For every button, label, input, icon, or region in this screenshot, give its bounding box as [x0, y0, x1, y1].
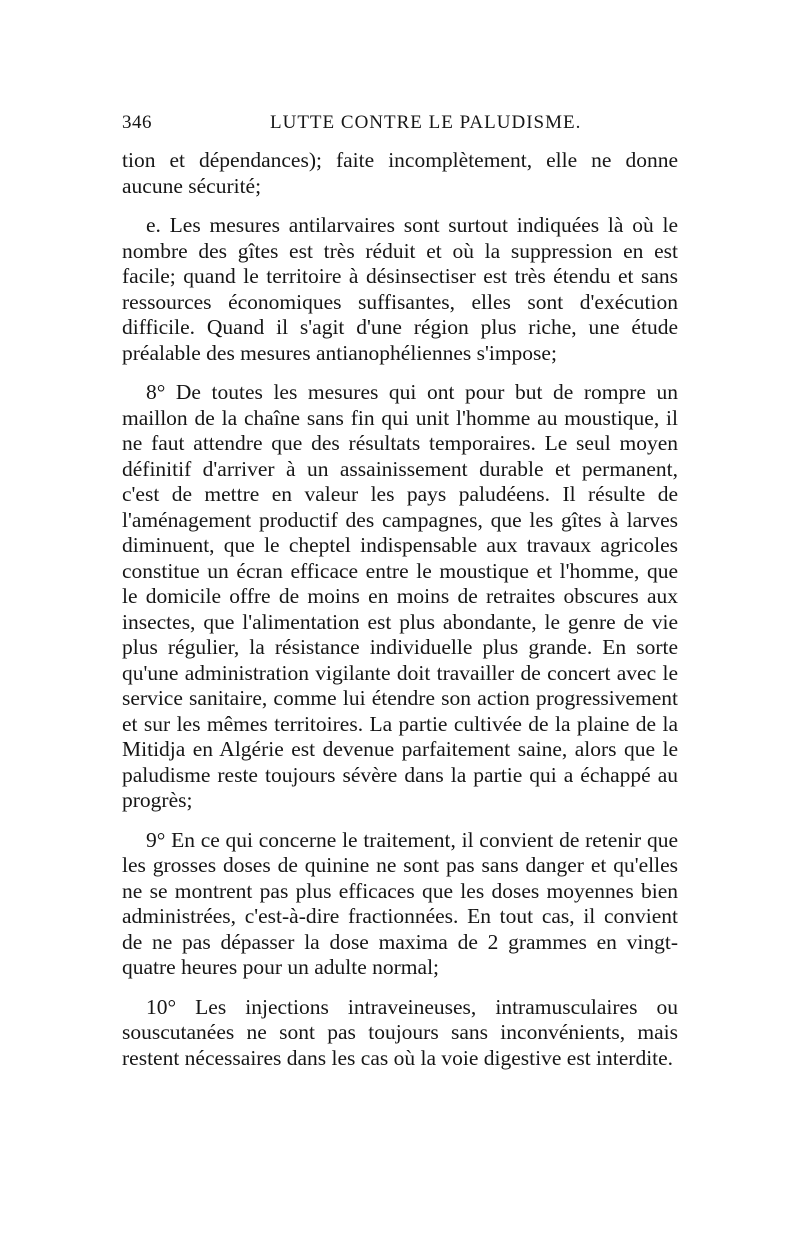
page-header	[122, 112, 678, 146]
paragraph-item-9: 9° En ce qui concerne le traitement, il convient de retenir que les grosses doses de quinine ne sont pas sans danger et qu'elles ne se montrent pas plus efficaces que les doses moyennes bien administrées, c'est-à-dire fractionnées. En tout cas, il convient de ne pas dépasser la dose maxima de 2 grammes en vingt-quatre heures pour un adulte normal;	[122, 827, 678, 979]
paragraph-continuation: tion et dépendances); faite incomplètement, elle ne donne aucune sécurité;	[122, 148, 678, 198]
paragraph-item-10: 10° Les injections intraveineuses, intramusculaires ou souscutanées ne sont pas toujours sans inconvénients, mais restent nécessaires dans les cas où la voie digestive est interdite.	[122, 994, 678, 1070]
body-text	[122, 148, 678, 1071]
running-title: LUTTE CONTRE LE PALUDISME.	[270, 112, 582, 133]
paragraph-item-8: 8° De toutes les mesures qui ont pour but de rompre un maillon de la chaîne sans fin qui unit l'homme au moustique, il ne faut attendre que des résultats temporaires. Le seul moyen définitif d'arriver à un assainissement durable et permanent, c'est de mettre en valeur les pays paludéens. Il résulte de l'aménagement productif des campagnes, que les gîtes à larves diminuent, que le cheptel indispensable aux travaux agricoles constitue un écran efficace entre le moustique et l'homme, que le domicile offre de moins en moins de retraites obscures aux insectes, que l'alimentation est plus abondante, le genre de vie plus régulier, la résistance individuelle plus grande. En sorte qu'une administration vigilante doit travailler de concert avec le service sanitaire, comme lui étendre son action progressivement et sur les mêmes territoires. La partie cultivée de la plaine de la Mitidja en Algérie est devenue parfaitement saine, alors que le paludisme reste toujours sévère dans la partie qui a échappé au progrès;	[122, 380, 678, 812]
paragraph-item-e: e. Les mesures antilarvaires sont surtout indiquées là où le nombre des gîtes est très réduit et où la suppression en est facile; quand le territoire à désinsectiser est très étendu et sans ressources économiques suffisantes, elles sont d'exécution difficile. Quand il s'agit d'une région plus riche, une étude préalable des mesures antianophéliennes s'impose;	[122, 213, 678, 365]
book-page	[122, 112, 678, 1085]
page-number: 346	[122, 112, 152, 133]
